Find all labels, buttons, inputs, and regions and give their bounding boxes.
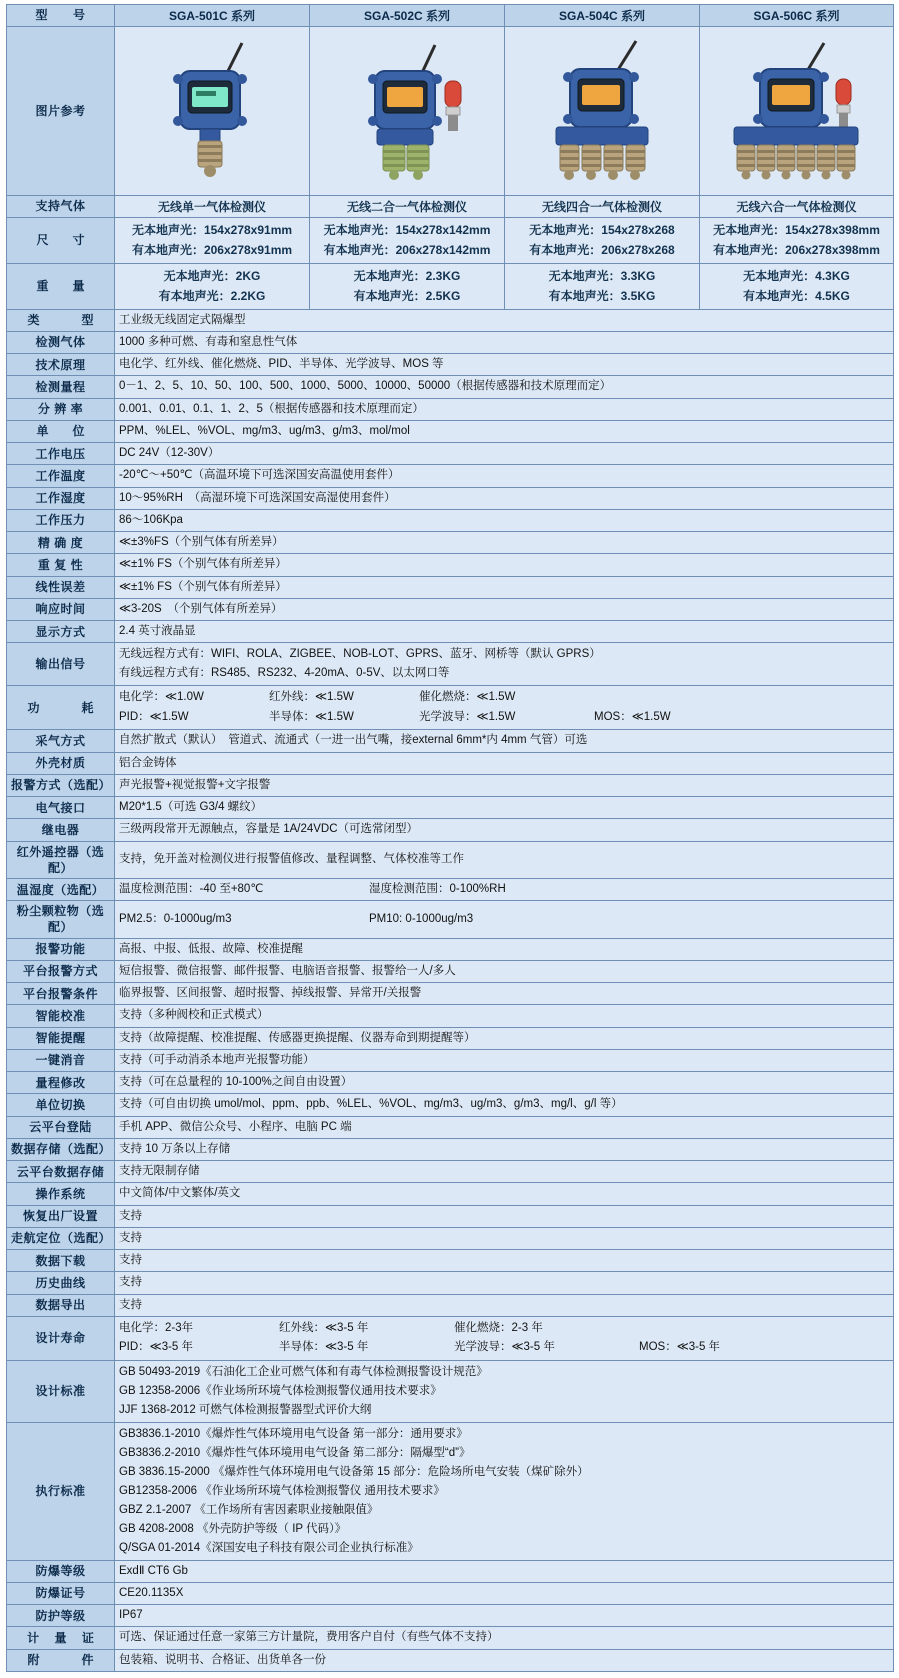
table-row-range xyxy=(7,376,894,398)
row-value-factory-reset: 支持 xyxy=(115,1205,894,1227)
table-row-history-curve xyxy=(7,1272,894,1294)
weight-4-line1: 无本地声光：4.3KG xyxy=(743,268,850,283)
row-value-ip-grade: IP67 xyxy=(115,1605,894,1627)
execution-standard-line3: GB 3836.15-2000 《爆炸性气体环境用电气设备第 15 部分：危险场所电气安装（煤矿除外） xyxy=(119,1465,589,1478)
row-value-alarm-mode: 声光报警+视觉报警+文字报警 xyxy=(115,774,894,796)
row-value-execution-standard xyxy=(115,1422,894,1560)
row-label-range: 检测量程 xyxy=(7,376,115,398)
row-value-principle: 电化学、红外线、催化燃烧、PID、半导体、光学波导、MOS 等 xyxy=(115,354,894,376)
power-catalytic: 催化燃烧：≪1.5W xyxy=(419,691,516,704)
row-value-output-signal xyxy=(115,643,894,686)
row-label-model: 型 号 xyxy=(7,5,115,27)
row-value-history-curve: 支持 xyxy=(115,1272,894,1294)
row-value-ex-grade: ExdⅡ CT6 Gb xyxy=(115,1560,894,1582)
row-label-range-modify: 量程修改 xyxy=(7,1072,115,1094)
row-label-ex-cert: 防爆证号 xyxy=(7,1582,115,1604)
product-image-cell-1 xyxy=(115,27,310,196)
weight-2-line2: 有本地声光：2.5KG xyxy=(353,289,461,304)
table-row-dust xyxy=(7,901,894,938)
row-label-housing: 外壳材质 xyxy=(7,752,115,774)
supported-gas-4: 无线六合一气体检测仪 xyxy=(700,196,894,218)
weight-2 xyxy=(310,263,505,309)
table-row-resolution xyxy=(7,398,894,420)
row-label-cloud-storage: 云平台数据存储 xyxy=(7,1161,115,1183)
row-label-cloud-login: 云平台登陆 xyxy=(7,1116,115,1138)
row-label-execution-standard: 执行标准 xyxy=(7,1422,115,1560)
table-row-data-export xyxy=(7,1294,894,1316)
row-value-sampling: 自然扩散式（默认） 管道式、流通式（一进一出气嘴，接external 6mm*内 4mm 气管）可选 xyxy=(115,730,894,752)
row-label-design-life: 设计寿命 xyxy=(7,1316,115,1360)
table-row-ir-remote xyxy=(7,841,894,878)
row-value-power xyxy=(115,686,894,730)
row-label-ir-remote: 红外遥控器（选配） xyxy=(7,841,115,878)
dimensions-3-line1: 无本地声光：154x278x268 xyxy=(529,223,675,237)
table-row-design-standard xyxy=(7,1360,894,1422)
row-label-alarm-mode: 报警方式（选配） xyxy=(7,774,115,796)
row-value-electrical-port: M20*1.5（可选 G3/4 螺纹） xyxy=(115,797,894,819)
table-row-design-life xyxy=(7,1316,894,1360)
table-row-work-temp xyxy=(7,465,894,487)
row-label-smart-calibration: 智能校准 xyxy=(7,1005,115,1027)
table-row-principle xyxy=(7,354,894,376)
table-row-voltage xyxy=(7,443,894,465)
row-label-supported-gas: 支持气体 xyxy=(7,196,115,218)
weight-3-line2: 有本地声光：3.5KG xyxy=(548,289,656,304)
table-row-unit xyxy=(7,420,894,442)
power-blank xyxy=(594,688,714,708)
row-label-work-temp: 工作温度 xyxy=(7,465,115,487)
life-optical: 光学波导：≪3-5 年 xyxy=(454,1341,555,1354)
row-label-unit: 单 位 xyxy=(7,420,115,442)
row-value-platform-alarm-mode: 短信报警、微信报警、邮件报警、电脑语音报警、报警给一人/多人 xyxy=(115,960,894,982)
table-row-images xyxy=(7,27,894,196)
dust-row xyxy=(119,911,889,928)
row-value-smart-calibration: 支持（多种阀校和正式模式） xyxy=(115,1005,894,1027)
table-row-relay xyxy=(7,819,894,841)
life-mos: MOS：≪3-5 年 xyxy=(639,1341,721,1354)
specification-table xyxy=(6,4,894,1672)
table-row-factory-reset xyxy=(7,1205,894,1227)
temp-range: 温度检测范围：-40 至+80℃ xyxy=(119,882,264,895)
weight-4-line2: 有本地声光：4.5KG xyxy=(743,289,850,304)
supported-gas-2: 无线二合一气体检测仪 xyxy=(310,196,505,218)
table-row-temp-humidity xyxy=(7,878,894,900)
row-label-principle: 技术原理 xyxy=(7,354,115,376)
row-label-ip-grade: 防护等级 xyxy=(7,1605,115,1627)
row-value-mobile-positioning: 支持 xyxy=(115,1227,894,1249)
table-row-cloud-storage xyxy=(7,1161,894,1183)
table-row-detect-gas xyxy=(7,331,894,353)
row-label-linearity: 线性误差 xyxy=(7,576,115,598)
row-label-display: 显示方式 xyxy=(7,621,115,643)
table-row-accuracy xyxy=(7,532,894,554)
table-row-smart-calibration xyxy=(7,1005,894,1027)
row-label-data-export: 数据导出 xyxy=(7,1294,115,1316)
row-value-relay: 三级两段常开无源触点，容量是 1A/24VDC（可选常闭型） xyxy=(115,819,894,841)
model-header-2: SGA-502C 系列 xyxy=(310,5,505,27)
table-row-metering-cert xyxy=(7,1627,894,1649)
row-value-unit-switch: 支持（可自由切换 umol/mol、ppm、ppb、%LEL、%VOL、mg/m3、ug/m3、g/m3、mg/l、g/l 等） xyxy=(115,1094,894,1116)
table-row-cloud-login xyxy=(7,1116,894,1138)
humidity-range: 湿度检测范围：0-100%RH xyxy=(369,882,506,895)
row-value-data-storage: 支持 10 万条以上存储 xyxy=(115,1138,894,1160)
life-catalytic: 催化燃烧：2-3 年 xyxy=(454,1321,543,1334)
product-image-cell-4 xyxy=(700,27,894,196)
row-label-relay: 继电器 xyxy=(7,819,115,841)
row-label-design-standard: 设计标准 xyxy=(7,1360,115,1422)
power-semiconductor: 半导体：≪1.5W xyxy=(269,710,354,723)
dimensions-1 xyxy=(115,218,310,264)
row-value-cloud-login: 手机 APP、微信公众号、小程序、电脑 PC 端 xyxy=(115,1116,894,1138)
power-infrared: 红外线：≪1.5W xyxy=(269,691,354,704)
row-label-dust: 粉尘颗粒物（选配） xyxy=(7,901,115,938)
execution-standard-line6: GB 4208-2008 《外壳防护等级（ IP 代码）》 xyxy=(119,1522,347,1535)
row-label-detect-gas: 检测气体 xyxy=(7,331,115,353)
row-label-data-storage: 数据存储（选配） xyxy=(7,1138,115,1160)
life-pid: PID：≪3-5 年 xyxy=(119,1341,194,1354)
pm25-range: PM2.5：0-1000ug/m3 xyxy=(119,912,232,925)
row-label-response-time: 响应时间 xyxy=(7,598,115,620)
power-electrochemical: 电化学：≪1.0W xyxy=(119,691,204,704)
dimensions-3 xyxy=(505,218,700,264)
table-row-unit-switch xyxy=(7,1094,894,1116)
table-row-electrical-port xyxy=(7,797,894,819)
execution-standard-line7: Q/SGA 01-2014《深国安电子科技有限公司企业执行标准》 xyxy=(119,1541,419,1554)
weight-4 xyxy=(700,263,894,309)
row-value-design-life xyxy=(115,1316,894,1360)
table-row-ex-grade xyxy=(7,1560,894,1582)
row-value-response-time: ≪3-20S （个别气体有所差异） xyxy=(115,598,894,620)
row-value-mute: 支持（可手动消杀本地声光报警功能） xyxy=(115,1049,894,1071)
design-standard-line2: GB 12358-2006《作业场所环境气体检测报警仪通用技术要求》 xyxy=(119,1384,442,1397)
row-label-alarm-function: 报警功能 xyxy=(7,938,115,960)
row-value-cloud-storage: 支持无限制存储 xyxy=(115,1161,894,1183)
row-label-work-humidity: 工作湿度 xyxy=(7,487,115,509)
table-row-supported-gas xyxy=(7,196,894,218)
row-label-ex-grade: 防爆等级 xyxy=(7,1560,115,1582)
table-row-work-humidity xyxy=(7,487,894,509)
row-label-platform-alarm-mode: 平台报警方式 xyxy=(7,960,115,982)
dimensions-2-line1: 无本地声光：154x278x142mm xyxy=(323,223,491,237)
row-label-sampling: 采气方式 xyxy=(7,730,115,752)
table-row-work-pressure xyxy=(7,509,894,531)
row-value-data-download: 支持 xyxy=(115,1250,894,1272)
row-label-electrical-port: 电气接口 xyxy=(7,797,115,819)
row-value-alarm-function: 高报、中报、低报、故障、校准提醒 xyxy=(115,938,894,960)
table-row-model xyxy=(7,5,894,27)
row-value-display: 2.4 英寸液晶显 xyxy=(115,621,894,643)
row-label-factory-reset: 恢复出厂设置 xyxy=(7,1205,115,1227)
table-row-data-download xyxy=(7,1250,894,1272)
life-infrared: 红外线：≪3-5 年 xyxy=(279,1321,369,1334)
row-value-range: 0－1、2、5、10、50、100、500、1000、5000、10000、50000（根据传感器和技术原理而定） xyxy=(115,376,894,398)
output-signal-line2: 有线远程方式有：RS485、RS232、4-20mA、0-5V、以太网口等 xyxy=(119,667,450,680)
design-standard-line3: JJF 1368-2012 可燃气体检测报警器型式评价大纲 xyxy=(119,1403,372,1416)
row-value-temp-humidity xyxy=(115,878,894,900)
row-label-output-signal: 输出信号 xyxy=(7,643,115,686)
table-row-linearity xyxy=(7,576,894,598)
table-row-ex-cert xyxy=(7,1582,894,1604)
dimensions-2-line2: 有本地声光：206x278x142mm xyxy=(323,243,491,258)
detector-4-sensor-icon xyxy=(509,29,695,193)
table-row-weight xyxy=(7,263,894,309)
row-value-voltage: DC 24V（12-30V） xyxy=(115,443,894,465)
table-row-os xyxy=(7,1183,894,1205)
table-row-platform-alarm-mode xyxy=(7,960,894,982)
temp-humidity-row xyxy=(119,881,889,898)
table-row-data-storage xyxy=(7,1138,894,1160)
life-line-1 xyxy=(119,1319,889,1339)
power-pid: PID：≪1.5W xyxy=(119,710,189,723)
row-label-accuracy: 精 确 度 xyxy=(7,532,115,554)
table-row-alarm-function xyxy=(7,938,894,960)
row-value-design-standard xyxy=(115,1360,894,1422)
weight-3-line1: 无本地声光：3.3KG xyxy=(548,268,656,283)
table-row-ip-grade xyxy=(7,1605,894,1627)
table-row-mobile-positioning xyxy=(7,1227,894,1249)
table-row-housing xyxy=(7,752,894,774)
row-value-accuracy: ≪±3%FS（个别气体有所差异） xyxy=(115,532,894,554)
row-label-repeatability: 重 复 性 xyxy=(7,554,115,576)
product-image-cell-2 xyxy=(310,27,505,196)
weight-2-line1: 无本地声光：2.3KG xyxy=(353,268,461,283)
row-label-images: 图片参考 xyxy=(7,27,115,196)
row-value-work-humidity: 10～95%RH （高湿环境下可选深国安高湿使用套件） xyxy=(115,487,894,509)
row-label-resolution: 分 辨 率 xyxy=(7,398,115,420)
output-signal-line1: 无线远程方式有：WIFI、ROLA、ZIGBEE、NOB-LOT、GPRS、蓝牙、网桥等（默认 GPRS） xyxy=(119,648,601,661)
execution-standard-line5: GBZ 2.1-2007 《工作场所有害因素职业接触限值》 xyxy=(119,1503,379,1516)
row-value-linearity: ≪±1% FS（个别气体有所差异） xyxy=(115,576,894,598)
table-row-output-signal xyxy=(7,643,894,686)
row-value-housing: 铝合金铸体 xyxy=(115,752,894,774)
row-label-metering-cert: 计 量 证 xyxy=(7,1627,115,1649)
row-value-ex-cert: CE20.1135X xyxy=(115,1582,894,1604)
model-header-4: SGA-506C 系列 xyxy=(700,5,894,27)
row-value-work-pressure: 86～106Kpa xyxy=(115,509,894,531)
product-image-cell-3 xyxy=(505,27,700,196)
row-label-os: 操作系统 xyxy=(7,1183,115,1205)
row-label-power: 功 耗 xyxy=(7,686,115,730)
row-label-history-curve: 历史曲线 xyxy=(7,1272,115,1294)
life-electrochemical: 电化学：2-3年 xyxy=(119,1321,194,1334)
row-value-platform-alarm-cond: 临界报警、区间报警、超时报警、掉线报警、异常开/关报警 xyxy=(115,983,894,1005)
row-label-data-download: 数据下载 xyxy=(7,1250,115,1272)
table-row-alarm-mode xyxy=(7,774,894,796)
power-optical: 光学波导：≪1.5W xyxy=(419,710,516,723)
row-value-smart-reminder: 支持（故障提醒、校准提醒、传感器更换提醒、仪器寿命到期提醒等） xyxy=(115,1027,894,1049)
table-row-execution-standard xyxy=(7,1422,894,1560)
dimensions-2 xyxy=(310,218,505,264)
life-semiconductor: 半导体：≪3-5 年 xyxy=(279,1341,369,1354)
row-label-smart-reminder: 智能提醒 xyxy=(7,1027,115,1049)
execution-standard-line2: GB3836.2-2010《爆炸性气体环境用电气设备 第二部分：隔爆型“d”》 xyxy=(119,1446,471,1459)
dimensions-4 xyxy=(700,218,894,264)
model-header-3: SGA-504C 系列 xyxy=(505,5,700,27)
row-value-detect-gas: 1000 多种可燃、有毒和窒息性气体 xyxy=(115,331,894,353)
power-mos: MOS：≪1.5W xyxy=(594,710,671,723)
row-label-unit-switch: 单位切换 xyxy=(7,1094,115,1116)
row-label-platform-alarm-cond: 平台报警条件 xyxy=(7,983,115,1005)
detector-6-sensor-icon xyxy=(704,29,889,193)
supported-gas-3: 无线四合一气体检测仪 xyxy=(505,196,700,218)
dimensions-4-line2: 有本地声光：206x278x398mm xyxy=(713,243,880,258)
power-line-2 xyxy=(119,708,889,728)
row-value-repeatability: ≪±1% FS（个别气体有所差异） xyxy=(115,554,894,576)
row-value-resolution: 0.001、0.01、0.1、1、2、5（根据传感器和技术原理而定） xyxy=(115,398,894,420)
row-label-weight: 重 量 xyxy=(7,263,115,309)
weight-1-line2: 有本地声光：2.2KG xyxy=(158,289,266,304)
row-label-accessories: 附 件 xyxy=(7,1649,115,1671)
life-blank xyxy=(639,1319,779,1339)
dimensions-1-line2: 有本地声光：206x278x91mm xyxy=(131,243,293,258)
dimensions-1-line1: 无本地声光：154x278x91mm xyxy=(131,223,293,237)
row-label-mobile-positioning: 走航定位（选配） xyxy=(7,1227,115,1249)
row-value-range-modify: 支持（可在总量程的 10-100%之间自由设置） xyxy=(115,1072,894,1094)
table-row-display xyxy=(7,621,894,643)
table-row-sampling xyxy=(7,730,894,752)
supported-gas-1: 无线单一气体检测仪 xyxy=(115,196,310,218)
execution-standard-line4: GB12358-2006 《作业场所环境气体检测报警仪 通用技术要求》 xyxy=(119,1484,445,1497)
detector-1-sensor-icon xyxy=(119,29,305,193)
execution-standard-line1: GB3836.1-2010《爆炸性气体环境用电气设备 第一部分：通用要求》 xyxy=(119,1427,468,1440)
weight-1-line1: 无本地声光：2KG xyxy=(163,268,261,283)
row-value-os: 中文简体/中文繁体/英文 xyxy=(115,1183,894,1205)
dimensions-3-line2: 有本地声光：206x278x268 xyxy=(529,243,675,258)
weight-1 xyxy=(115,263,310,309)
design-standard-line1: GB 50493-2019《石油化工企业可燃气体和有毒气体检测报警设计规范》 xyxy=(119,1365,488,1378)
detector-2-sensor-icon xyxy=(314,29,500,193)
row-value-accessories: 包装箱、说明书、合格证、出货单各一份 xyxy=(115,1649,894,1671)
pm10-range: PM10: 0-1000ug/m3 xyxy=(369,912,474,925)
table-row-mute xyxy=(7,1049,894,1071)
row-value-work-temp: -20℃～+50℃（高温环境下可选深国安高温使用套件） xyxy=(115,465,894,487)
table-row-platform-alarm-cond xyxy=(7,983,894,1005)
row-value-ir-remote: 支持，免开盖对检测仪进行报警值修改、量程调整、气体校准等工作 xyxy=(115,841,894,878)
weight-3 xyxy=(505,263,700,309)
table-row-range-modify xyxy=(7,1072,894,1094)
model-header-1: SGA-501C 系列 xyxy=(115,5,310,27)
row-label-type: 类 型 xyxy=(7,309,115,331)
table-row-smart-reminder xyxy=(7,1027,894,1049)
table-row-accessories xyxy=(7,1649,894,1671)
row-label-voltage: 工作电压 xyxy=(7,443,115,465)
power-line-1 xyxy=(119,688,889,708)
row-value-type: 工业级无线固定式隔爆型 xyxy=(115,309,894,331)
table-row-power xyxy=(7,686,894,730)
row-label-temp-humidity: 温湿度（选配） xyxy=(7,878,115,900)
row-label-dimensions: 尺 寸 xyxy=(7,218,115,264)
row-value-dust xyxy=(115,901,894,938)
row-label-mute: 一键消音 xyxy=(7,1049,115,1071)
table-row-repeatability xyxy=(7,554,894,576)
table-row-dimensions xyxy=(7,218,894,264)
row-label-work-pressure: 工作压力 xyxy=(7,509,115,531)
life-line-2 xyxy=(119,1338,889,1358)
row-value-data-export: 支持 xyxy=(115,1294,894,1316)
dimensions-4-line1: 无本地声光：154x278x398mm xyxy=(713,223,880,237)
row-value-metering-cert: 可选、保证通过任意一家第三方计量院，费用客户自付（有些气体不支持） xyxy=(115,1627,894,1649)
row-value-unit: PPM、%LEL、%VOL、mg/m3、ug/m3、g/m3、mol/mol xyxy=(115,420,894,442)
table-row-response-time xyxy=(7,598,894,620)
table-row-type xyxy=(7,309,894,331)
